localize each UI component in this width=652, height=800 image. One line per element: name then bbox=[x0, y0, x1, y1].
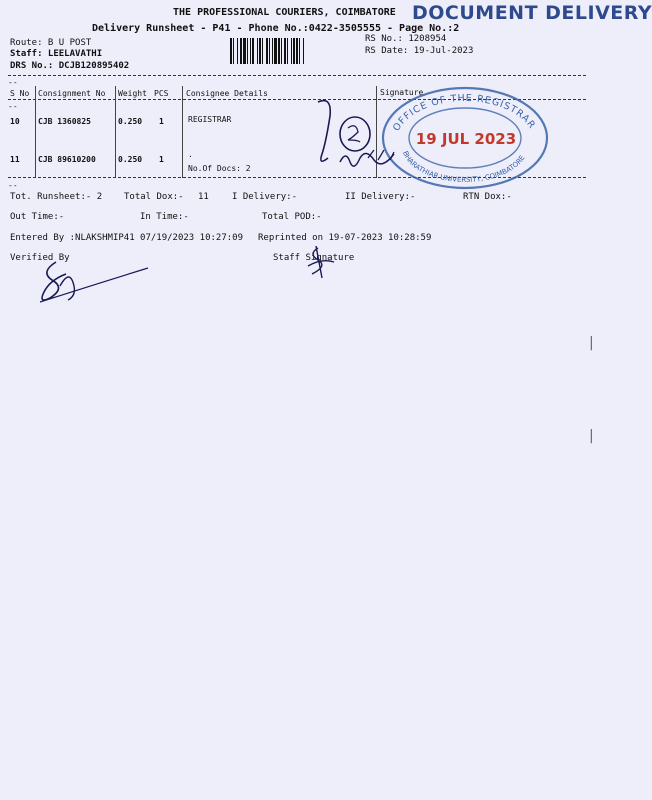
page-edge-mark: | bbox=[589, 428, 594, 444]
row-consignment: CJB 1360825 bbox=[38, 117, 91, 126]
staff-label: Staff: LEELAVATHI bbox=[10, 49, 103, 59]
col-header-pcs: PCS bbox=[154, 89, 169, 98]
i-delivery: I Delivery:- bbox=[232, 192, 298, 202]
document-delivery-stamp: DOCUMENT DELIVERY bbox=[412, 2, 652, 24]
page-edge-mark: | bbox=[589, 335, 594, 351]
seal-outer-text: OFFICE OF THE REGISTRAR bbox=[391, 92, 538, 134]
seal-date: 19 JUL 2023 bbox=[415, 130, 517, 148]
staff-signature-scribble-icon bbox=[300, 244, 340, 280]
rs-date: RS Date: 19-Jul-2023 bbox=[365, 46, 474, 56]
verified-signature-icon bbox=[30, 256, 160, 308]
column-rule bbox=[35, 86, 36, 178]
col-header-consignment: Consignment No bbox=[38, 89, 106, 98]
row-pcs: 1 bbox=[159, 117, 164, 126]
total-pod: Total POD:- bbox=[262, 212, 322, 222]
out-time: Out Time:- bbox=[10, 212, 65, 222]
barcode-bar bbox=[304, 38, 306, 64]
company-name: THE PROFESSIONAL COURIERS, COIMBATORE bbox=[173, 7, 396, 18]
row-sno: 10 bbox=[10, 117, 20, 126]
row-weight: 0.250 bbox=[118, 155, 143, 164]
col-header-consignee: Consignee Details bbox=[186, 89, 268, 98]
row-doc-count: No.Of Docs: 2 bbox=[188, 164, 251, 173]
col-header-sno: S No bbox=[10, 89, 30, 98]
reprinted-on: Reprinted on 19-07-2023 10:28:59 bbox=[258, 233, 432, 243]
row-consignee: REGISTRAR bbox=[188, 115, 232, 124]
barcode bbox=[230, 38, 358, 64]
rs-number: RS No.: 1208954 bbox=[365, 34, 447, 44]
tot-runsheet: Tot. Runsheet:- 2 bbox=[10, 192, 103, 202]
seal-bottom-text: BHARATHIAR UNIVERSITY, COIMBATORE bbox=[400, 149, 527, 185]
column-rule bbox=[182, 86, 183, 178]
table-lead-dashes: -- bbox=[8, 102, 18, 111]
drs-number: DRS No.: DCJB120895402 bbox=[10, 61, 130, 71]
total-dox-value: 11 bbox=[198, 192, 209, 202]
staff-signature: Staff Signature bbox=[273, 253, 355, 263]
entered-by: Entered By :NLAKSHMIP41 07/19/2023 10:27:09 bbox=[10, 233, 243, 243]
col-header-signature: Signature bbox=[380, 88, 424, 97]
runsheet-title: Delivery Runsheet - P41 - Phone No.:0422-3505555 - Page No.:2 bbox=[92, 23, 460, 34]
row-sno: 11 bbox=[10, 155, 20, 164]
rtn-dox: RTN Dox:- bbox=[463, 192, 512, 202]
column-rule bbox=[115, 86, 116, 178]
ii-delivery: II Delivery:- bbox=[345, 192, 416, 202]
table-lead-dashes: -- bbox=[8, 78, 18, 87]
row-weight: 0.250 bbox=[118, 117, 143, 126]
divider bbox=[8, 75, 586, 76]
total-dox-label: Total Dox:- bbox=[124, 192, 184, 202]
summary-lead-dashes: -- bbox=[8, 181, 18, 190]
row-consignee: . bbox=[188, 150, 193, 159]
row-consignment: CJB 89610200 bbox=[38, 155, 96, 164]
col-header-weight: Weight bbox=[118, 89, 147, 98]
row-pcs: 1 bbox=[159, 155, 164, 164]
route-label: Route: B U POST bbox=[10, 38, 92, 48]
in-time: In Time:- bbox=[140, 212, 189, 222]
verified-by: Verified By bbox=[10, 253, 70, 263]
signature-scribble-icon bbox=[300, 92, 410, 182]
